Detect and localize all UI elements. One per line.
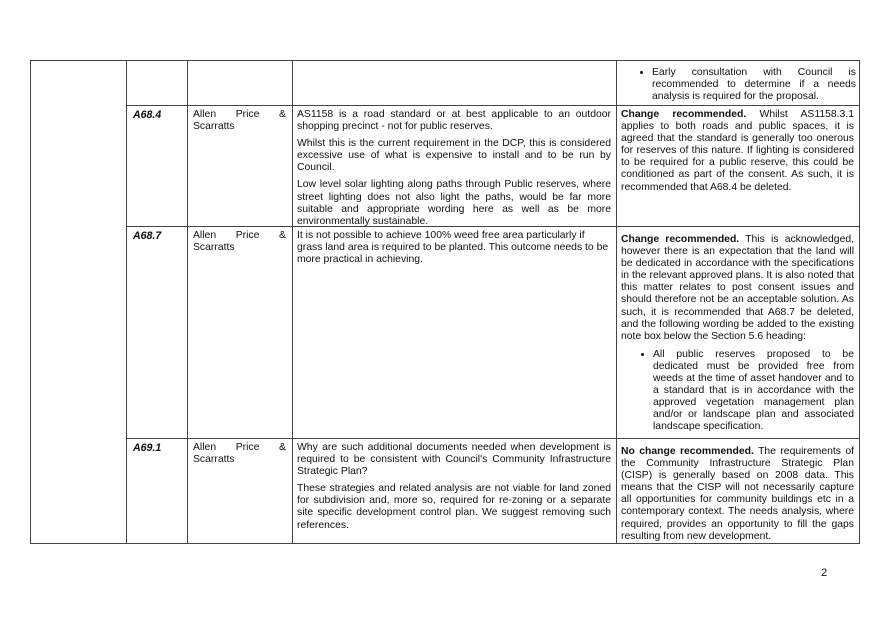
response-cell [621, 234, 854, 434]
response-paragraph [621, 109, 854, 194]
submitter-cell [193, 109, 286, 133]
submitter-word: Scarratts [193, 454, 235, 466]
submitter-word: Price [235, 109, 260, 120]
table-top-border [30, 60, 860, 61]
submitter-word: & [279, 109, 286, 120]
submitter-word: Allen [193, 109, 217, 120]
submitter-word: Scarratts [193, 242, 235, 254]
response-status: Change recommended. [621, 109, 747, 120]
response-bullet: • Early consultation with Council is recommended to determine if a needs analysis is required for the proposal. [652, 66, 856, 103]
response-bullet-list [621, 348, 854, 434]
comment-paragraph: AS1158 is a road standard or at best applicable to an outdoor shopping precinct - not for public reserves. [297, 109, 611, 133]
submitter-cell [193, 442, 286, 466]
comment-paragraph: These strategies and related analysis are not viable for land zoned for subdivision and, more so, required for re-zoning or a separate site specific development control plan. We suggest removing such references. [297, 483, 611, 531]
comment-paragraph: It is not possible to achieve 100% weed free area particularly if grass land area is required to be planted. This outcome needs to be more practical in achieving. [297, 230, 609, 266]
col-divider [616, 60, 617, 544]
submitter-word: Scarratts [193, 121, 235, 133]
col-divider [187, 60, 188, 544]
submitter-word: Allen [193, 230, 217, 241]
response-bullet-list [620, 66, 856, 103]
page-number: 2 [821, 567, 828, 579]
response-paragraph [621, 446, 854, 543]
col-divider [126, 60, 127, 544]
submitter-word: Price [235, 230, 260, 241]
row-divider [126, 438, 860, 439]
item-id: A68.4 [133, 109, 162, 121]
col-divider [292, 60, 293, 544]
item-id: A68.7 [133, 230, 162, 242]
comment-cell [297, 109, 611, 233]
response-cell [620, 66, 856, 103]
response-text: Whilst AS1158.3.1 applies to both roads and public spaces, it is agreed that the standard is generally too onerous for reserves of this nature. If lighting is considered to be required for a public reserve, this could be conditioned as part of the consent. As such, it is recommended that A68.4 be deleted. [621, 109, 855, 193]
response-bullet: • All public reserves proposed to be dedicated must be provided free from weeds at the time of asset handover and to a standard that is in accordance with the approved vegetation management plan and/or or landscape plan and associated landscape specification. [653, 348, 854, 434]
response-cell [621, 446, 854, 548]
item-id: A69.1 [133, 442, 162, 454]
submitter-word: Allen [193, 442, 217, 453]
col-divider [30, 60, 31, 544]
submitter-word: & [279, 230, 286, 241]
response-paragraph [621, 234, 854, 343]
response-status: Change recommended. [621, 234, 740, 245]
comment-paragraph: Why are such additional documents needed when development is required to be consistent with Council's Community Infrastructure Strategic Plan? [297, 442, 611, 478]
comment-paragraph: Whilst this is the current requirement in the DCP, this is considered excessive use of what is expensive to install and to be run by Council. [297, 138, 611, 174]
comment-cell [297, 442, 611, 537]
submitter-cell [193, 230, 286, 254]
submitter-word: & [279, 442, 286, 453]
col-divider [859, 60, 860, 544]
response-text: This is acknowledged, however there is an expectation that the land will be dedicated in accordance with the specifications in the relevant approved plans. It is also noted that this matter relates to post consent issues and should therefore not be an acceptable solution. As such, it is recommended that A68.7 be deleted, and the following wording be added to the existing note box below the Section 5.6 heading: [621, 234, 855, 342]
submitter-word: Price [235, 442, 260, 453]
comment-paragraph: Low level solar lighting along paths through Public reserves, where street lighting does not also light the paths, would be far more suitable and appropriate wording here as well as be more environmentally sustainable. [297, 179, 611, 227]
response-text: The requirements of the Community Infrastructure Strategic Plan (CISP) is generally based on 2008 data. This means that the CISP will not necessarily capture all opportunities for community buildings etc in a contemporary context. The needs analysis, where required, provides an opportunity to fill the gaps resulting from new development. [621, 446, 855, 542]
row-divider [126, 105, 860, 106]
comment-cell [297, 230, 611, 271]
response-status: No change recommended. [621, 446, 754, 457]
response-cell [621, 109, 854, 199]
